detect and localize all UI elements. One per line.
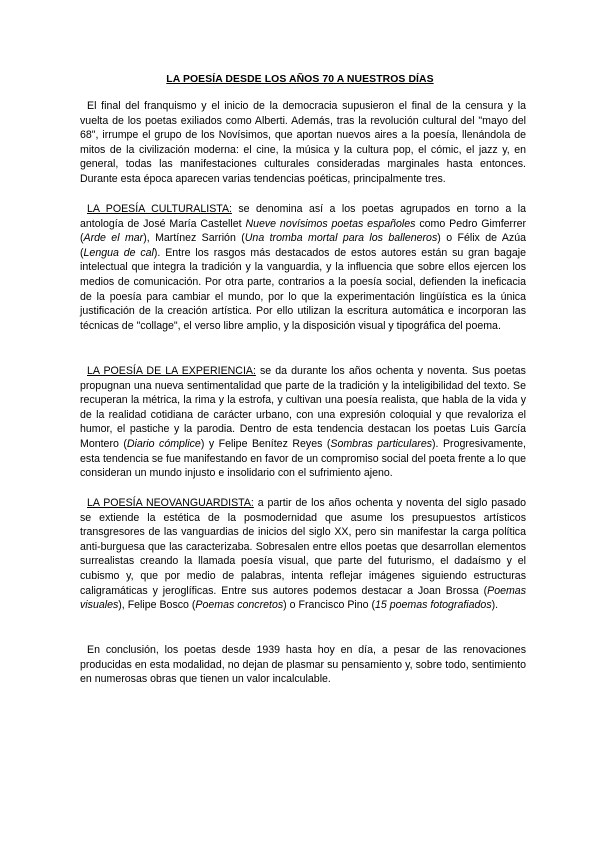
experiencia-text-1: se da durante los años ochenta y noventa. Sus poetas propugnan una nueva sentimentalidad que parte de la tradición y la inteligibilidad del texto. Se recuperan la métrica, la rima y la estrofa, y cultivan una poesía realista, que habla de la vida y de la realidad cotidiana de carácter urbano, con una expresión coloquial y que revaloriza el humor, el pastiche y la parodia. Dentro de esta tendencia destacan los poetas Luis García Montero (: [80, 365, 526, 450]
experiencia-heading: LA POESÍA DE LA EXPERIENCIA:: [87, 365, 256, 377]
culturalista-text-4: ) o Félix de Azúa (: [80, 232, 527, 259]
neovanguardista-work-2: Poemas concretos: [195, 599, 284, 612]
neovanguardista-work-3: 15 poemas fotografiados: [375, 599, 492, 612]
neovanguardista-work-1: Poemas visuales: [80, 584, 526, 612]
neovanguardista-text-1: a partir de los años ochenta y noventa del siglo pasado se extiende la estética de la posmodernidad que asume los presupuestos artísticos transgresores de las vanguardias de inicios del siglo XX, pero sin manifestar la carga política anti-burguesa que las caracterizaba. Sobresalen entre ellos poetas que desarrollan elementos surrealistas creando la llamada poesía visual, que parte del futurismo, el dadaísmo y el cubismo y, que por medio de palabras, intenta reflejar imágenes siguiendo estructuras caligramáticas y jeroglíficas. Entre sus autores podemos destacar a Joan Brossa (: [80, 497, 526, 597]
culturalista-work-2: Una tromba mortal para los balleneros: [244, 232, 438, 245]
experiencia-text-2: ) y Felipe Benítez Reyes (: [200, 437, 331, 450]
neovanguardista-heading: LA POESÍA NEOVANGUARDISTA:: [87, 497, 254, 509]
neovanguardista-text-2: ), Felipe Bosco (: [118, 599, 196, 612]
culturalista-paragraph: [80, 202, 526, 333]
neovanguardista-text-4: ).: [491, 599, 499, 612]
conclusion-paragraph: En conclusión, los poetas desde 1939 hasta hoy en día, a pesar de las renovaciones producidas en esta modalidad, no dejan de plasmar su pensamiento y, sobre todo, sentimiento en numerosas obras que tienen un valor incalculable.: [80, 644, 526, 686]
culturalista-work-3: Lengua de cal: [83, 246, 154, 259]
experiencia-work-1: Diario cómplice: [126, 437, 201, 450]
neovanguardista-paragraph: [80, 496, 526, 613]
culturalista-text-3: ), Martínez Sarrión (: [143, 232, 245, 245]
experiencia-text-3: ). Progresivamente, esta tendencia se fue manifestando en favor de un compromiso social del poeta frente a lo que consideran un mundo injusto e insolidario con el sufrimiento ajeno.: [80, 437, 527, 480]
neovanguardista-text-3: ) o Francisco Pino (: [283, 599, 376, 612]
intro-paragraph: El final del franquismo y el inicio de la democracia supusieron el final de la censura y la vuelta de los poetas exiliados como Alberti. Además, tras la revolución cultural del "mayo del 68", irrumpe el grupo de los Novísimos, que aportan nuevos aires a la poesía, llenándola de mitos de la civilización moderna: el cine, la música y la cultura pop, el cómic, el jazz y, en general, todas las manifestaciones culturales consideradas marginales hasta entonces. Durante esta época aparecen varias tendencias poéticas, principalmente tres.: [80, 100, 526, 185]
culturalista-text-5: ). Entre los rasgos más destacados de estos autores están su gran bagaje intelectual que integra la tradición y la vanguardia, y la influencia que sobre ellos ejercen los medios de comunicación. Por otra parte, contrarios a la poesía social, defienden la ineficacia de la poesía para cambiar el mundo, por lo que la experimentación lingüística es la única justificación de la creación artística. Por ello utilizan la escritura automática e incorporan las técnicas de "collage", el verso libre amplio, y la disposición visual y tipográfica del poema.: [80, 246, 526, 332]
culturalista-text-2: como Pedro Gimferrer (: [80, 217, 527, 245]
experiencia-paragraph: [80, 364, 526, 481]
culturalista-work-1: Arde el mar: [83, 232, 144, 245]
document-title: LA POESÍA DESDE LOS AÑOS 70 A NUESTROS DÍAS: [166, 74, 434, 85]
experiencia-work-2: Sombras particulares: [330, 437, 433, 450]
culturalista-anthology: Nueve novísimos poetas españoles: [245, 217, 416, 230]
culturalista-heading: LA POESÍA CULTURALISTA:: [87, 203, 232, 215]
culturalista-text-1: se denomina así a los poetas agrupados en torno a la antología de José María Castellet: [80, 203, 526, 230]
